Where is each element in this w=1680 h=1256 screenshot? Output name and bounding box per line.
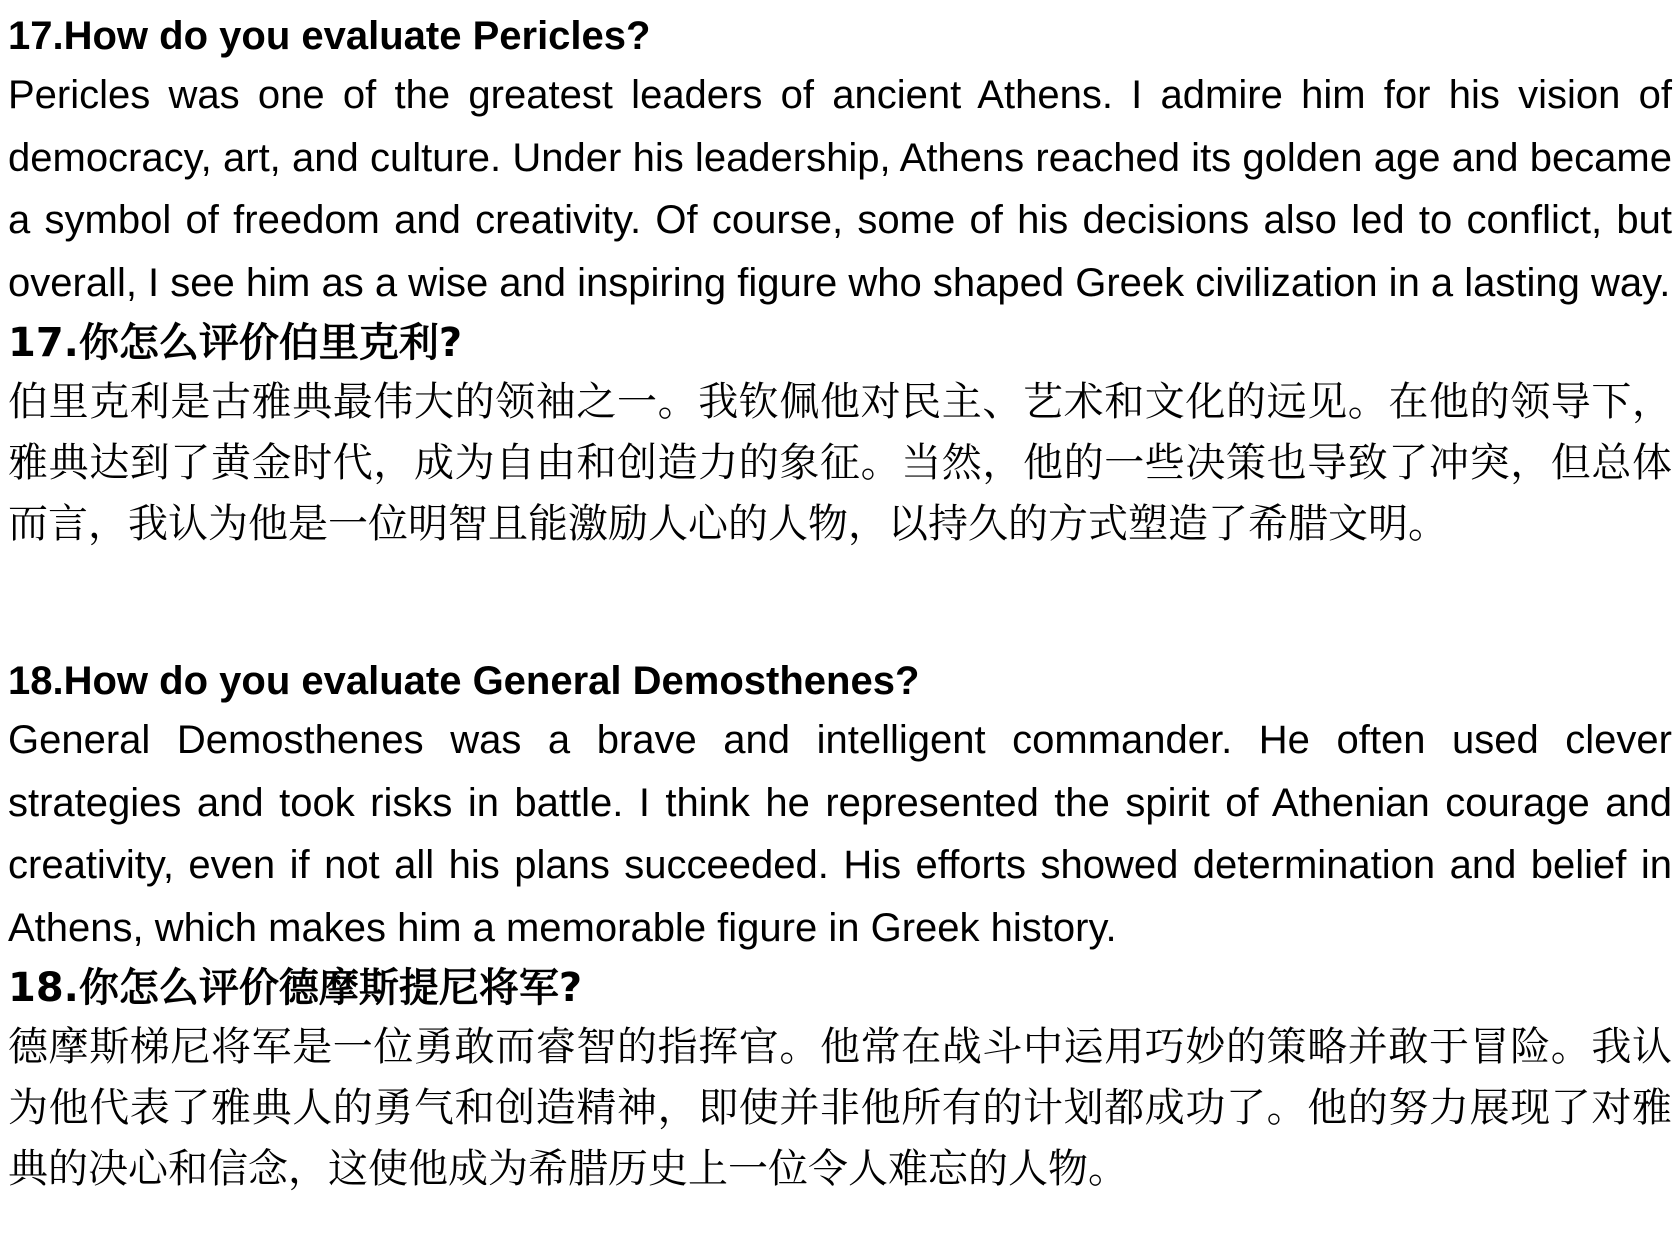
answer-english: General Demosthenes was a brave and intelligent commander. He often used clever strategies and took risks in battle. I think he represented the spirit of Athenian courage and creativity, even if not all his plans succeeded. His efforts showed determination and belief in Athens, which makes him a memorable figure in Greek history. — [8, 718, 1672, 950]
answer-chinese: 伯里克利是古雅典最伟大的领袖之一。我钦佩他对民主、艺术和文化的远见。在他的领导下，雅典达到了黄金时代，成为自由和创造力的象征。当然，他的一些决策也导致了冲突，但总体而言，我认为他是一位明智且能激励人心的人物，以持久的方式塑造了希腊文明。 — [8, 379, 1672, 547]
question-english: 18.How do you evaluate General Demosthenes? — [8, 659, 920, 703]
answer-english: Pericles was one of the greatest leaders of ancient Athens. I admire him for his vision of democracy, art, and culture. Under his leadership, Athens reached its golden age and became a symbol of freedom and creativity. Of course, some of his decisions also led to conflict, but overall, I see him as a wise and inspiring figure who shaped Greek civilization in a lasting way. — [8, 73, 1672, 305]
question-chinese: 17.你怎么评价伯里克利? — [8, 320, 463, 366]
section-pericles — [8, 8, 1672, 555]
section-demosthenes — [8, 653, 1672, 1200]
section-spacer — [8, 555, 1672, 653]
question-chinese: 18.你怎么评价德摩斯提尼将军? — [8, 965, 583, 1011]
document-page — [8, 8, 1672, 1200]
answer-chinese: 德摩斯梯尼将军是一位勇敢而睿智的指挥官。他常在战斗中运用巧妙的策略并敢于冒险。我认为他代表了雅典人的勇气和创造精神，即使并非他所有的计划都成功了。他的努力展现了对雅典的决心和信念，这使他成为希腊历史上一位令人难忘的人物。 — [8, 1024, 1672, 1192]
question-english: 17.How do you evaluate Pericles? — [8, 14, 651, 58]
